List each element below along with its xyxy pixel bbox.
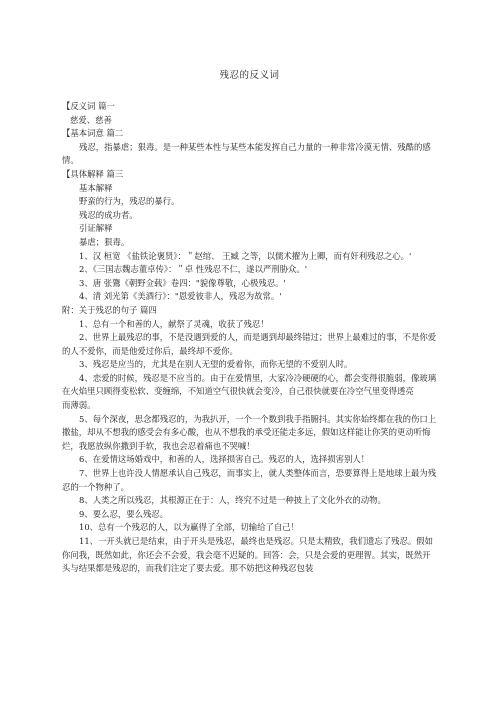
paragraph: 暴虐；狠毒。 [79,236,130,247]
paragraph: 野蛮的行为，残忍的暴行。 [79,196,180,207]
paragraph: 9、要么忍，要么残忍。 [79,508,169,519]
paragraph: 引证解释 [79,223,113,234]
paragraph: 1、总有一个和善的人，献祭了灵魂，收获了残忍！ [79,318,269,329]
paragraph: 2、世界上最残忍的事，不是没遇到爱的人，而是遇到却最终错过；世界上最难过的事，不是你爱的人不爱你，而是他爱过你后，最终却不爱你。 [62,332,437,356]
section-heading: 附：关于残忍的句子 篇四 [62,304,157,315]
document-title: 残忍的反义词 [219,70,280,81]
paragraph: 残忍，指暴虐；狠毒。是一种某些本性与某些本能发挥自己力量的一种非常冷漠无情、残酷的感情。 [62,141,431,166]
section-heading: 【反义词 篇一 [62,101,115,111]
paragraph: 4、清 刘光第《美酒行》："恩爱彼非人，残忍为故常。' [79,291,282,302]
section-heading: 【具体解释 篇三 [62,168,124,179]
paragraph: 残忍的成功者。 [79,209,138,220]
section-heading: 【基本词意 篇二 [62,128,124,139]
paragraph: 1、汉 桓宽 《盐铁论褒贤》：＂赵绾、 王臧 之等，以儒术擢为上卿，而有奸利残忍之心。' [79,250,412,261]
paragraph: 基本解释 [79,182,113,193]
paragraph: 5、每个深夜，思念都残忍的，为我扒开，一个一个数到我手指腑抖。其实你始终都在我的伤口上撒盐，却从不想我的感受会有多心酸，也从不想我的承受还能走多远，假如这样能让你笑的更动听悔烂，我愿放纵你撒到手软，我也会忍着痛也不哭喊！ [62,413,437,451]
document-body [62,100,437,576]
paragraph: 3、唐 张鷟《朝野佥载》卷四："貌像尊敬，心极残忍。' [79,277,286,288]
paragraph: 7、世界上也许没人情愿承认自己残忍，而事实上，就人类整体而言，恐要算得上是地球上最为残忍的一个物种了。 [62,468,437,492]
paragraph: 4、恋爱的时候，残忍是不应当的。由于在爱情里，大家冷冷硬硬的心，都会变得很脆弱，像玻璃在火焰里只顾得变松软、变缠绵，不知道空气很快就会变冷，自己很快就要在冷空气里变得透亮 而薄弱。 [62,372,437,411]
paragraph: 慈爱、慈善 [70,114,112,125]
paragraph: 10、总有一个残忍的人，以为赢得了全部，切输给了自己！ [79,522,300,533]
paragraph: 8、人类之所以残忍，其根源正在于：人，终究不过是一种披上了文化外衣的动物。 [79,495,386,506]
paragraph: 11、一开头就已是结束，由于开头是残忍，最终也是残忍。只是太精致，我们遗忘了残忍。假如你问我，既然如此，你还会不会爱，我会毫不迟疑的。回答：会，只是会爱的更理智。其实，既然开头与结果都是残忍的，而我们注定了要去爱。那不妨把这种残忍包装 [62,536,434,574]
paragraph: 6、在爱情这场婚戏中，和善的人，选择损害自己。残忍的人，选择损害别人！ [79,454,370,465]
paragraph: 2、《三国志魏志董卓传》：＂卓 性残忍不仁，遂以严刑胁众。' [79,264,308,275]
paragraph: 3、残忍是应当的，尤其是在别人无望的爱着你，而你无望的不爱别人时。 [79,359,353,370]
